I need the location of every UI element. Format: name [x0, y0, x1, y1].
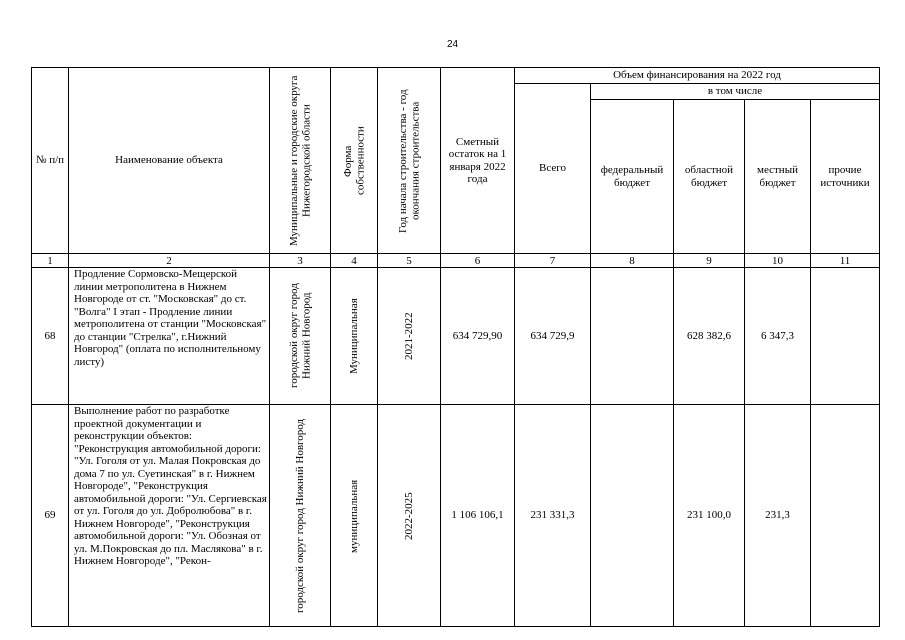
row-ownership-cell: [331, 405, 378, 627]
header-other: прочие источники: [811, 100, 880, 254]
row-municipality: городской округ город Нижний Новгород: [293, 418, 306, 613]
header-local: местный бюджет: [745, 100, 811, 254]
row-years: 2022-2025: [402, 491, 415, 540]
header-funding: Объем финансирования на 2022 год: [515, 68, 880, 84]
column-number: 11: [811, 254, 880, 268]
row-years-cell: [378, 268, 441, 405]
column-number-row: [32, 254, 880, 268]
row-total: 231 331,3: [515, 405, 591, 627]
row-num: 69: [32, 405, 69, 627]
header-municipality: Муниципальные и городские округа Нижегородской области: [287, 75, 312, 246]
row-ownership: муниципальная: [347, 478, 360, 553]
header-balance: Сметный остаток на 1 января 2022 года: [441, 68, 515, 254]
row-federal: [591, 405, 674, 627]
row-years-cell: [378, 405, 441, 627]
row-other: [811, 405, 880, 627]
row-years: 2021-2022: [402, 312, 415, 360]
financing-table: [31, 67, 880, 627]
row-federal: [591, 268, 674, 405]
row-municipality: городской округ город Нижний Новгород: [287, 283, 312, 389]
row-other: [811, 268, 880, 405]
header-municipality-cell: [270, 68, 331, 254]
column-number: 1: [32, 254, 69, 268]
row-local: 231,3: [745, 405, 811, 627]
row-name: Выполнение работ по разработке проектной документации и реконструкции объектов: "Реконструкция автомобильной дороги: "Ул. Гоголя от ул. Малая Покровская до дома 7 по ул. Суетинская" в г. Нижнем Новгороде", "Реконструкция автомобильной дороги: "Ул. Сергиевская от ул. Гоголя до ул. Добролюбова" в г. Нижнем Новгороде", "Реконструкция автомобильной дороги: "Ул. Обозная от ул. М.Покровская до пл. Маслякова" в г. Нижнем Новгороде", "Рекон-: [69, 405, 270, 627]
column-number: 3: [270, 254, 331, 268]
row-regional: 628 382,6: [674, 268, 745, 405]
column-number: 9: [674, 254, 745, 268]
header-num: № п/п: [32, 68, 69, 254]
header-including: в том числе: [591, 84, 880, 100]
header-ownership-cell: [331, 68, 378, 254]
column-number: 5: [378, 254, 441, 268]
row-num: 68: [32, 268, 69, 405]
page-number: 24: [446, 39, 459, 50]
row-total: 634 729,9: [515, 268, 591, 405]
header-name: Наименование объекта: [69, 68, 270, 254]
row-balance: 634 729,90: [441, 268, 515, 405]
column-number: 8: [591, 254, 674, 268]
table-row: [32, 268, 880, 405]
header-federal: федеральный бюджет: [591, 100, 674, 254]
row-name: Продление Сормовско-Мещерской линии метрополитена в Нижнем Новгороде от ст. "Московская" до ст. "Волга" I этап - Продление линии метрополитена от станции "Московская" до станции "Стрелка", г.Нижний Новгород" (оплата по исполнительному листу): [69, 268, 270, 405]
row-regional: 231 100,0: [674, 405, 745, 627]
header-years-cell: [378, 68, 441, 254]
header-years: Год начала строительства - год окончания строительства: [396, 88, 421, 233]
column-number: 2: [69, 254, 270, 268]
column-number: 7: [515, 254, 591, 268]
row-local: 6 347,3: [745, 268, 811, 405]
row-ownership-cell: [331, 268, 378, 405]
column-number: 10: [745, 254, 811, 268]
row-municipality-cell: [270, 405, 331, 627]
header-ownership: Форма собственности: [341, 126, 366, 195]
header-regional: областной бюджет: [674, 100, 745, 254]
column-number: 4: [331, 254, 378, 268]
row-municipality-cell: [270, 268, 331, 405]
row-balance: 1 106 106,1: [441, 405, 515, 627]
header-total: Всего: [515, 84, 591, 254]
column-number: 6: [441, 254, 515, 268]
row-ownership: Муниципальная: [347, 298, 360, 374]
table-row: [32, 405, 880, 627]
